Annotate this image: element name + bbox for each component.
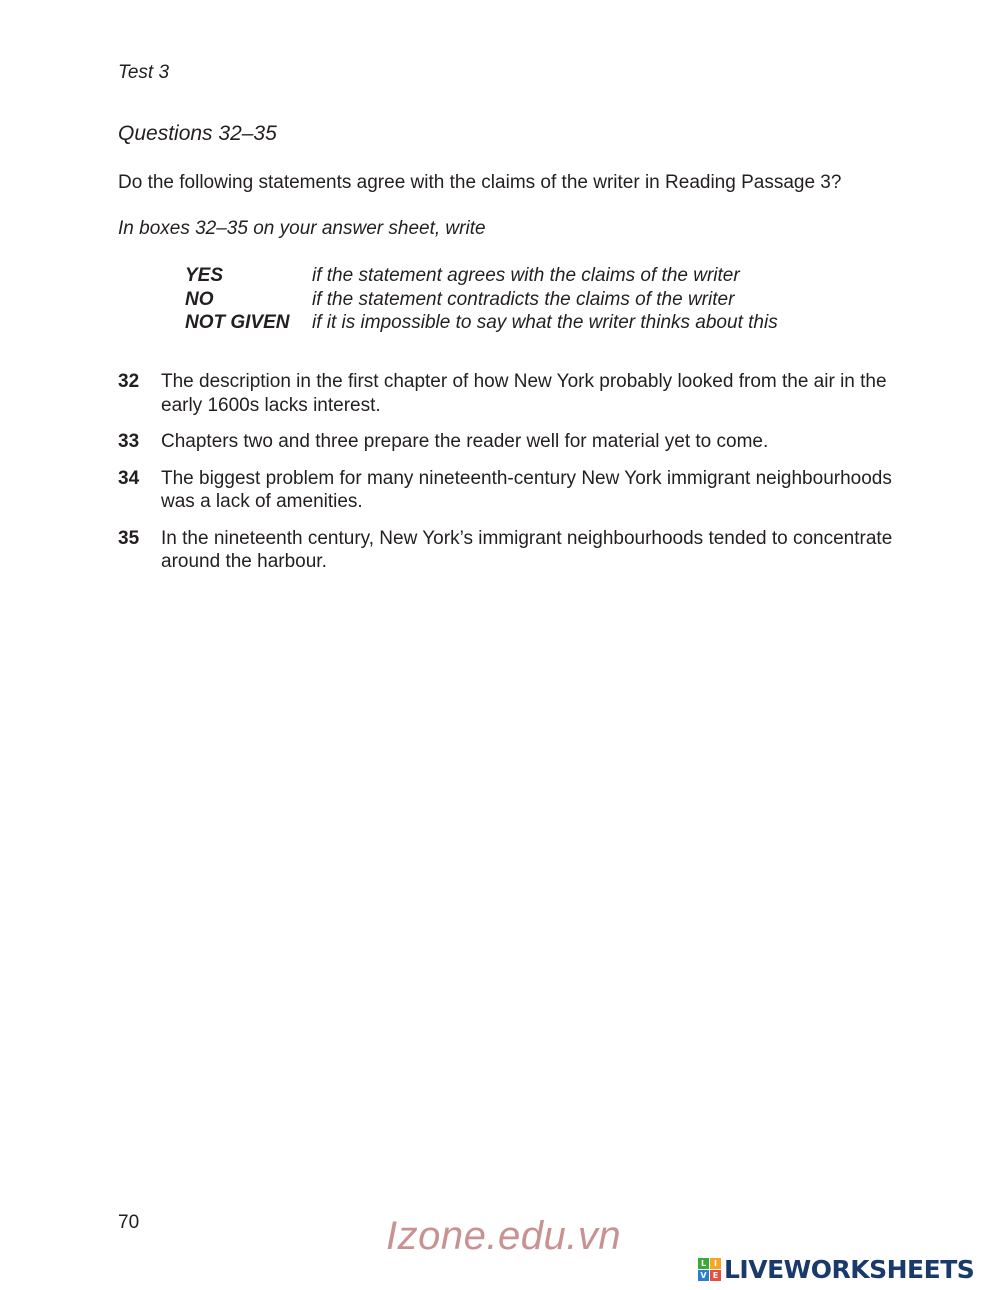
liveworksheets-logo[interactable] [698, 1255, 974, 1284]
question-number: 33 [118, 431, 140, 452]
key-term: YES [185, 265, 224, 286]
question-text: In the nineteenth century, New York’s immigrant neighbourhoods tended to concentrate around the harbour. [161, 527, 893, 572]
question-35 [118, 527, 918, 574]
answer-key-table [185, 264, 778, 335]
question-number: 35 [118, 527, 140, 549]
instruction-text: Do the following statements agree with the claims of the writer in Reading Passage 3? [118, 172, 842, 193]
question-text: The description in the first chapter of how New York probably looked from the air in the early 1600s lacks interest. [161, 371, 887, 416]
page-number: 70 [118, 1212, 140, 1233]
key-definition: if it is impossible to say what the writer thinks about this [312, 312, 778, 333]
question-34 [118, 467, 918, 514]
answer-instruction: In boxes 32–35 on your answer sheet, write [118, 218, 486, 239]
running-head: Test 3 [118, 62, 170, 83]
question-number: 32 [118, 371, 140, 392]
logo-text: LIVEWORKSHEETS [724, 1255, 975, 1284]
key-term: NO [185, 288, 214, 310]
question-number: 34 [118, 467, 140, 489]
logo-block: E [710, 1270, 721, 1281]
question-text: Chapters two and three prepare the reader well for material yet to come. [161, 431, 769, 452]
question-33 [118, 430, 918, 454]
logo-block: L [698, 1258, 709, 1269]
watermark-link[interactable]: Izone.edu.vn [386, 1214, 622, 1258]
key-row-yes [185, 264, 778, 288]
logo-block: I [710, 1258, 721, 1269]
questions-heading: Questions 32–35 [118, 122, 277, 145]
key-row-not-given [185, 311, 778, 335]
question-32 [118, 370, 918, 417]
key-term: NOT GIVEN [185, 312, 290, 333]
question-list [118, 370, 918, 587]
logo-block: V [698, 1270, 709, 1281]
key-definition: if the statement contradicts the claims of the writer [312, 288, 735, 310]
key-row-no [185, 288, 778, 312]
question-text: The biggest problem for many nineteenth-century New York immigrant neighbourhoods was a lack of amenities. [161, 467, 892, 512]
logo-blocks-icon [698, 1258, 721, 1281]
key-definition: if the statement agrees with the claims of the writer [312, 265, 740, 286]
